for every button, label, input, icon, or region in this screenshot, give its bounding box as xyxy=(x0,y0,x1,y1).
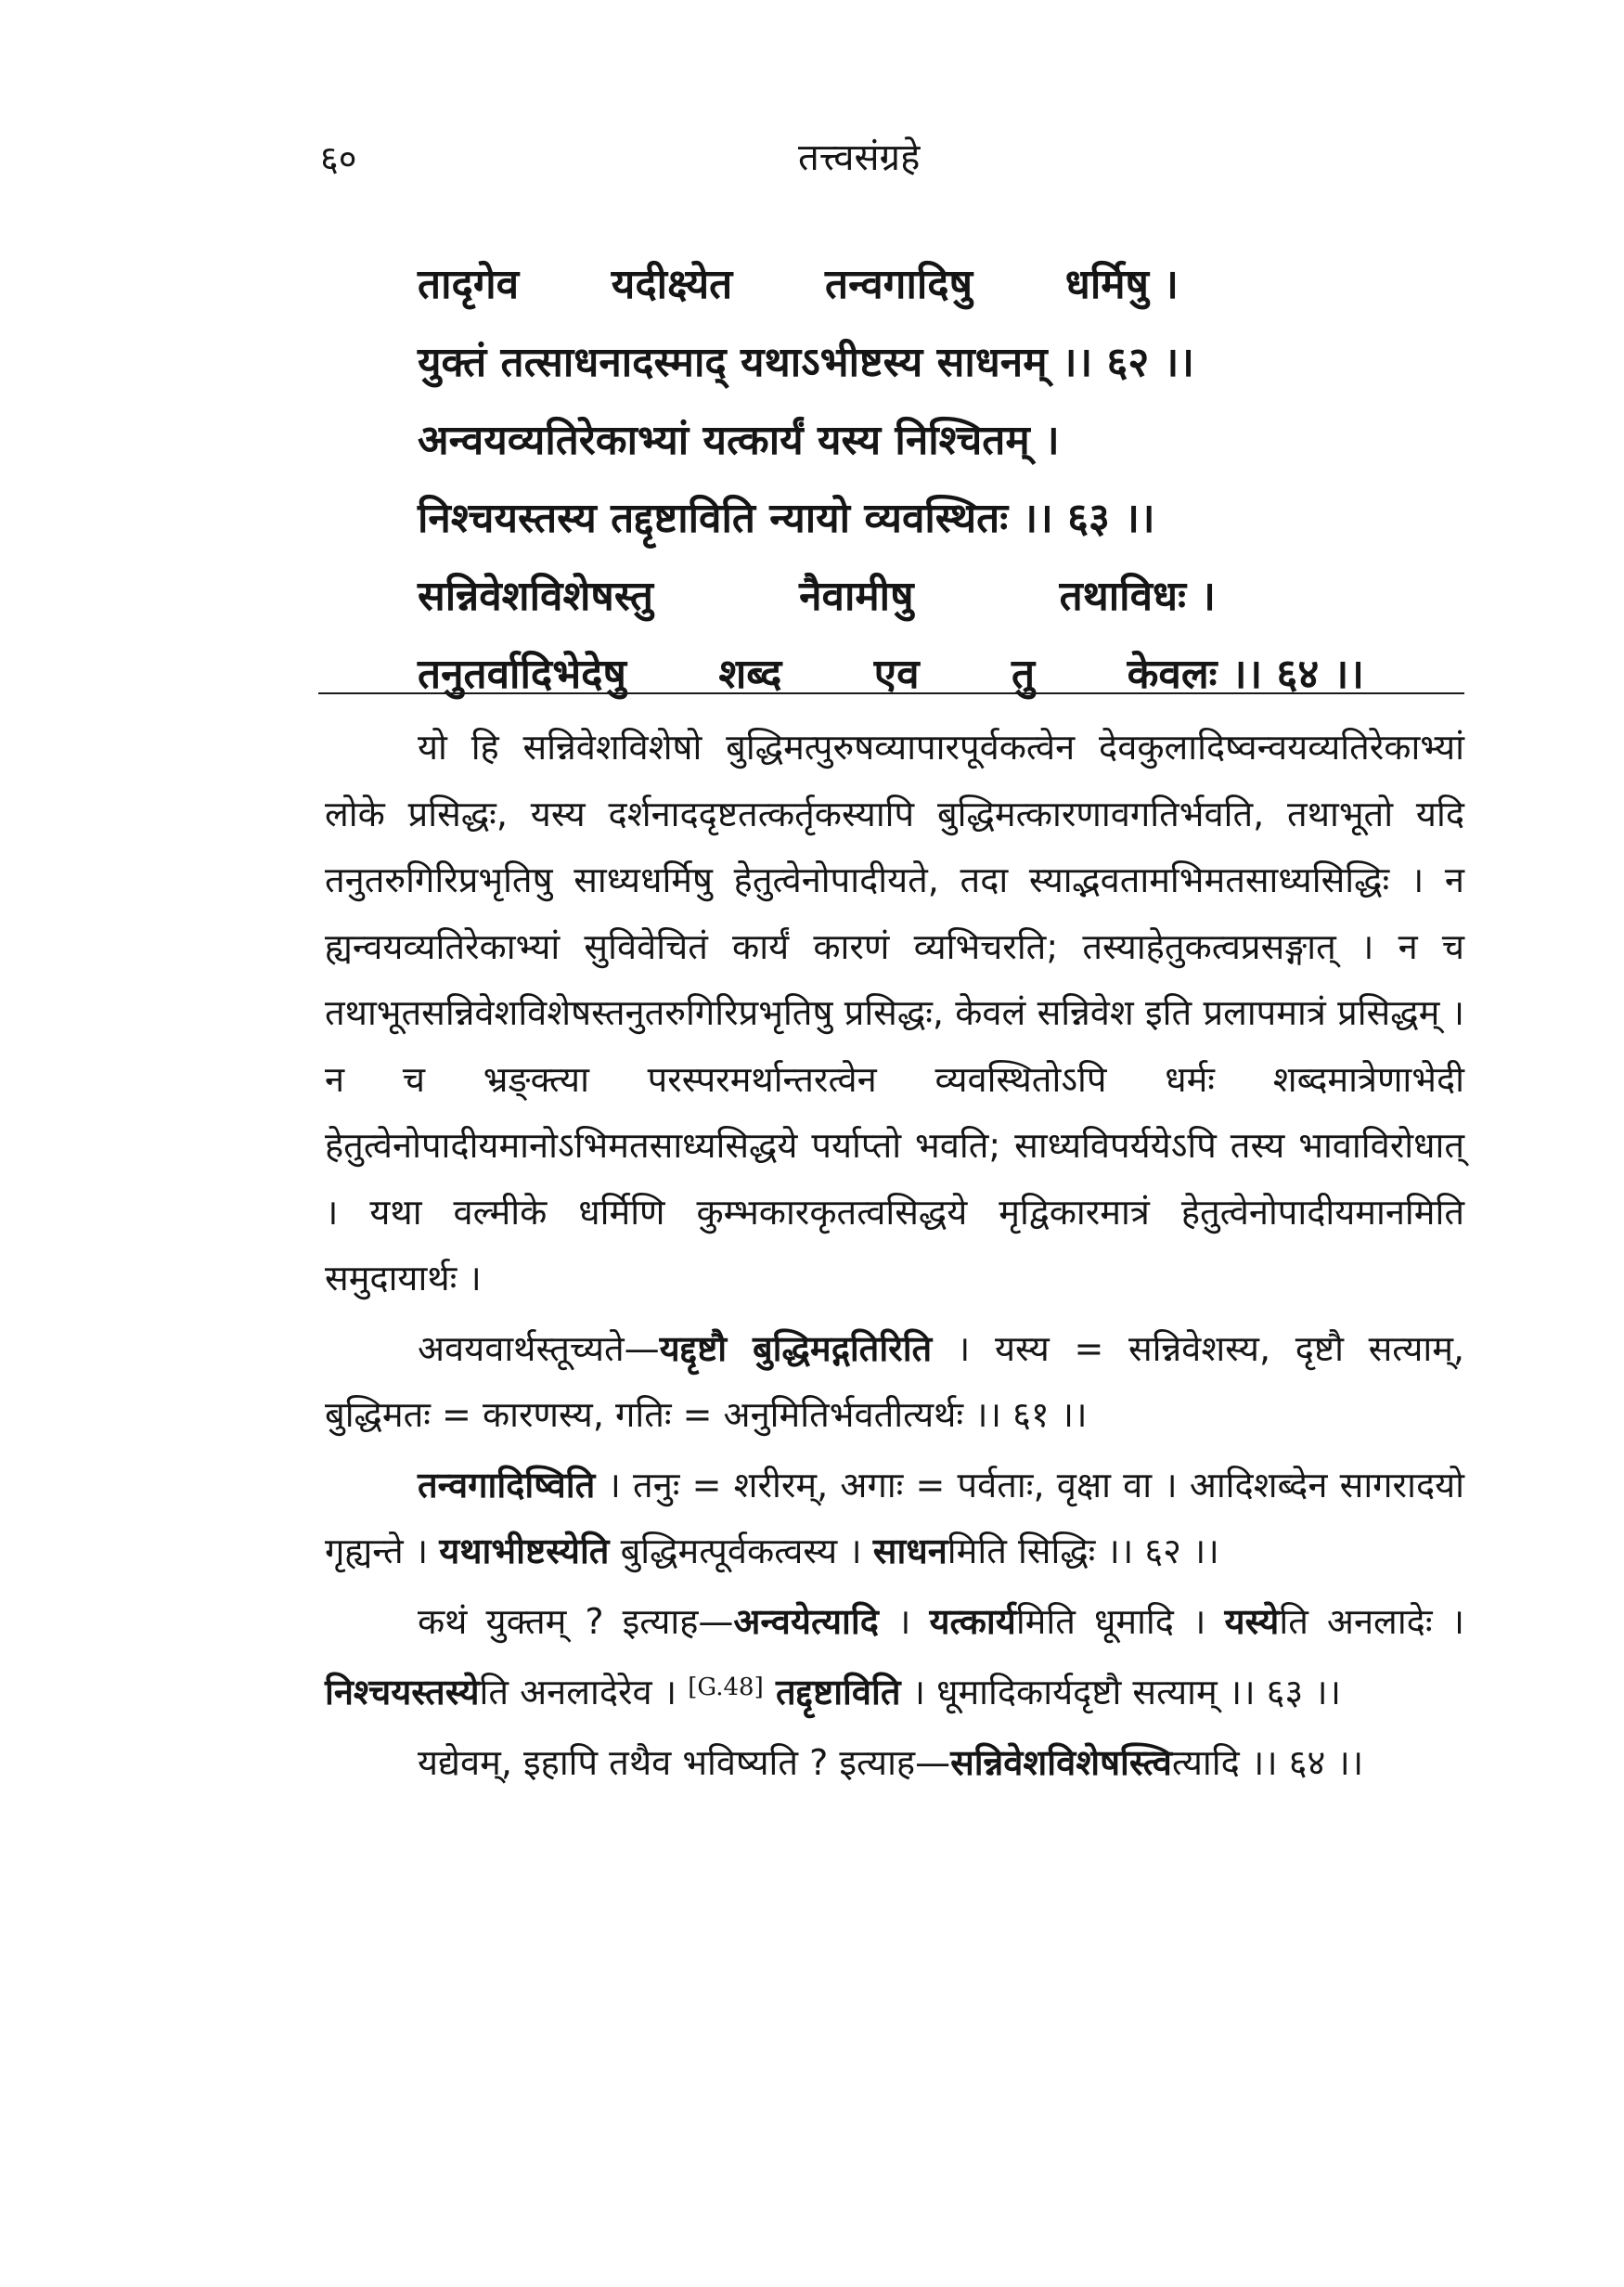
verse-line xyxy=(418,321,1392,399)
paragraph-text: मिति सिद्धिः ।। ६२ ।। xyxy=(947,1531,1219,1571)
verse-word: धर्मिषु । xyxy=(1064,261,1179,308)
lemma: सन्निवेशविशेषस्त्वि xyxy=(950,1741,1172,1783)
verse-word: तन्वगादिषु xyxy=(824,261,973,308)
running-head: तत्त्वसंग्रहे xyxy=(798,136,921,179)
lemma: साधन xyxy=(872,1531,947,1571)
verse-line xyxy=(418,633,1392,711)
lemma: निश्चयस्तस्ये xyxy=(325,1672,480,1712)
verse-word: एव xyxy=(873,651,920,698)
lemma: यथाभीष्टस्येति xyxy=(439,1531,610,1571)
paragraph-text: अवयवार्थस्तूच्यते— xyxy=(418,1327,660,1369)
paragraph-text: । धूमादिकार्यदृष्टौ सत्याम् ।। ६३ ।। xyxy=(900,1672,1342,1712)
verse-line xyxy=(418,399,1392,477)
section-divider xyxy=(318,692,1464,694)
paragraph-text: यद्येवम्, इहापि तथैव भविष्यति ? इत्याह— xyxy=(418,1741,951,1783)
verse-word: सन्निवेशविशेषस्तु xyxy=(418,573,654,620)
verse-word: केवलः ।। ६४ ।। xyxy=(1127,651,1364,698)
commentary-block xyxy=(325,715,1464,1796)
paragraph-text: त्यादि ।। ६४ ।। xyxy=(1171,1741,1364,1783)
lemma: यद्दृष्टौ बुद्धिमद्गतिरिति xyxy=(659,1327,933,1369)
page-number: ६० xyxy=(320,138,357,179)
paragraph-text: । यस्य = सन्निवेशस्य, दृष्टौ सत्याम्, बुद्धिमतः = कारणस्य, गतिः = अनुमितिर्भवतीत्यर्थः ।। ६१ ।। xyxy=(325,1327,1464,1435)
paragraph-text: कथं युक्तम् ? इत्याह— xyxy=(418,1600,734,1642)
lemma: यस्ये xyxy=(1224,1600,1280,1642)
verse-text: युक्तं तत्साधनादस्माद् यथाऽभीष्टस्य साधनम् ।। ६२ ।। xyxy=(418,339,1194,386)
paragraph-text: । तनुः = शरीरम्, अगाः = पर्वताः, वृक्षा वा । आदिशब्देन सागरादयो गृह्यन्ते । xyxy=(325,1464,1464,1571)
commentary-paragraph xyxy=(325,1316,1464,1449)
verse-text: अन्वयव्यतिरेकाभ्यां यत्कार्यं यस्य निश्चितम् । xyxy=(418,417,1060,464)
commentary-paragraph xyxy=(325,1589,1464,1726)
commentary-paragraph xyxy=(325,1453,1464,1585)
verse-word: तादृगेव xyxy=(418,261,520,308)
paragraph-text: बुद्धिमत्पूर्वकत्वस्य । xyxy=(609,1531,873,1571)
verse-line xyxy=(418,477,1392,555)
verse-word: नैवामीषु xyxy=(799,573,914,620)
verse-word: शब्द xyxy=(718,651,782,698)
lemma: अन्वयेत्यादि xyxy=(733,1600,879,1642)
paragraph-text: ति अनलादेः । xyxy=(1279,1600,1464,1642)
verse-word: तनुतर्वादिभेदेषु xyxy=(418,651,626,698)
lemma: तन्वगादिष्विति xyxy=(418,1464,596,1505)
verse-text: निश्चयस्तस्य तद्दृष्टाविति न्यायो व्यवस्थितः ।। ६३ ।। xyxy=(418,495,1155,542)
lemma: तद्दृष्टाविति xyxy=(763,1672,901,1712)
verse-word: यदीक्ष्येत xyxy=(611,261,733,308)
reference-marker: [G.48] xyxy=(688,1673,764,1701)
commentary-paragraph xyxy=(325,715,1464,1312)
paragraph-text: ति अनलादेरेव । xyxy=(479,1672,689,1712)
verse-block xyxy=(418,243,1392,711)
paragraph-text: यो हि सन्निवेशविशेषो बुद्धिमत्पुरुषव्यापारपूर्वकत्वेन देवकुलादिष्वन्वयव्यतिरेकाभ्यां लोके प्रसिद्धः, यस्य दर्शनाददृष्टतत्कर्तृकस्यापि बुद्धिमत्कारणावगतिर्भवति, तथाभूतो यदि तनुतरुगिरिप्रभृतिषु साध्यधर्मिषु हेतुत्वेनोपादीयते, तदा स्याद्भवतामभिमतसाध्यसिद्धिः । न ह्यन्वयव्यतिरेकाभ्यां सुविवेचितं कार्यं कारणं व्यभिचरति; तस्याहेतुकत्वप्रसङ्गात् । न च तथाभूतसन्निवेशविशेषस्तनुतरुगिरिप्रभृतिषु प्रसिद्धः, केवलं सन्निवेश इति प्रलापमात्रं प्रसिद्धम् । न च भ्रङ्क्त्या परस्परमर्थान्तरत्वेन व्यवस्थितोऽपि धर्मः शब्दमात्रेणाभेदी हेतुत्वेनोपादीयमानोऽभिमतसाध्यसिद्धये पर्याप्तो भवति; साध्यविपर्ययेऽपि तस्य भावाविरोधात् । यथा वल्मीके धर्मिणि कुम्भकारकृतत्वसिद्धये मृद्विकारमात्रं हेतुत्वेनोपादीयमानमिति समुदायार्थः । xyxy=(325,727,1464,1299)
commentary-paragraph xyxy=(325,1730,1464,1797)
lemma: यत्कार्य xyxy=(929,1600,1016,1642)
paragraph-text: मिति धूमादि । xyxy=(1015,1600,1225,1642)
verse-line xyxy=(418,243,1392,321)
verse-line xyxy=(418,555,1392,633)
verse-word: तथाविधः । xyxy=(1059,573,1216,620)
paragraph-text: । xyxy=(878,1600,930,1642)
verse-word: तु xyxy=(1012,651,1036,698)
